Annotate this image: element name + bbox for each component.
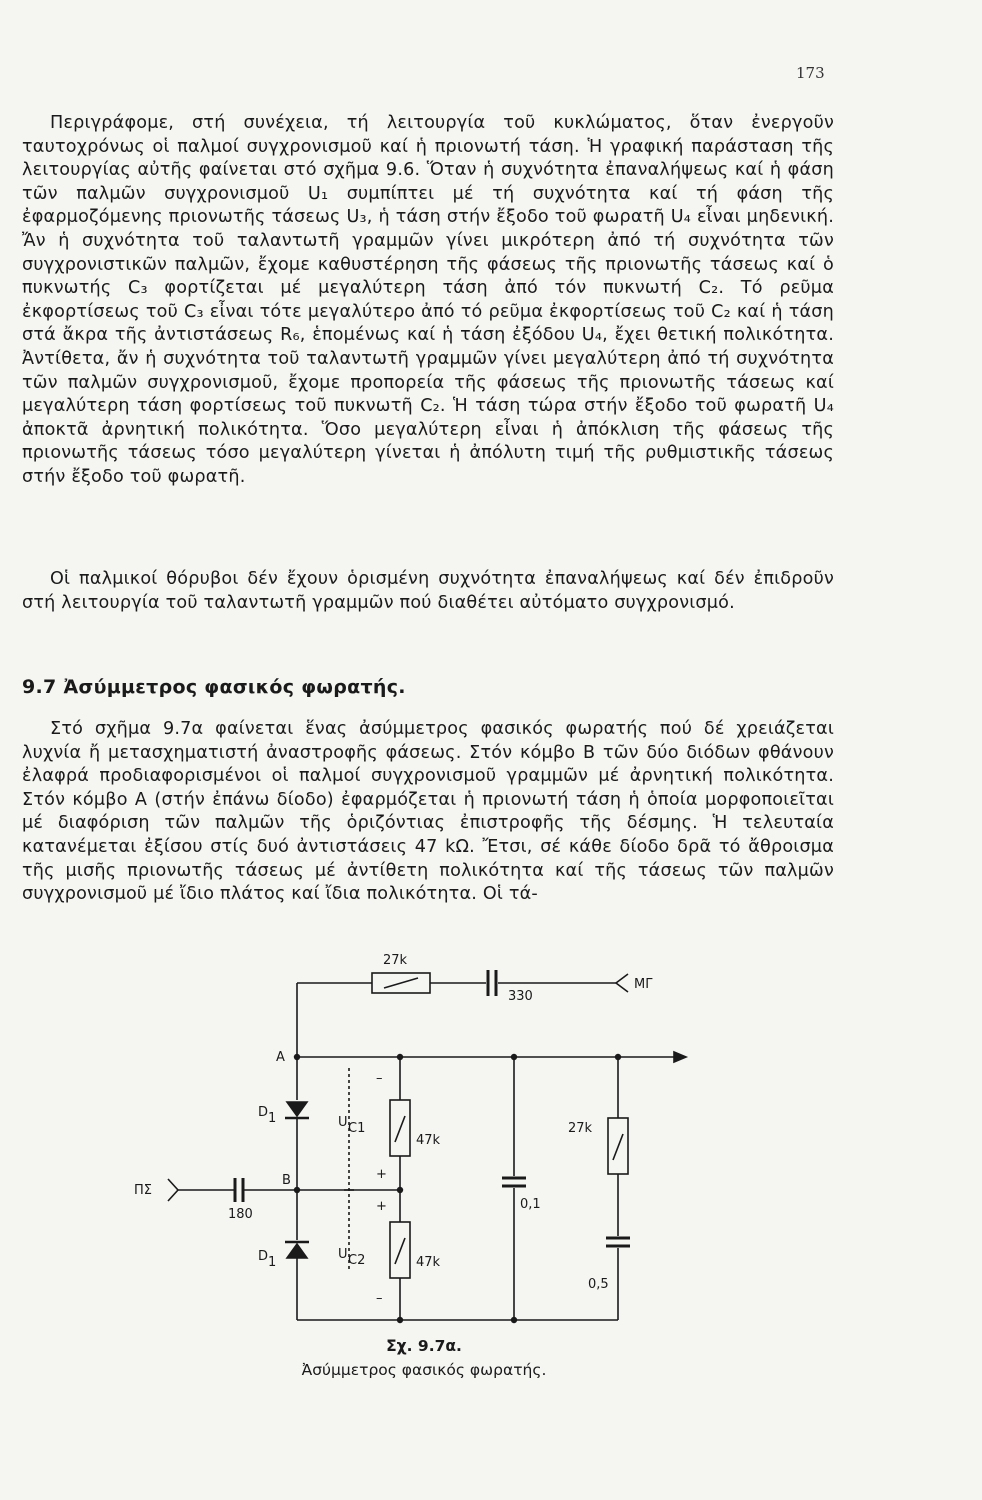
junction-a-r47: [397, 1054, 403, 1060]
output-arrow: [674, 1052, 686, 1062]
label-node-a: A: [276, 1050, 285, 1065]
label-ps: ΠΣ: [134, 1183, 152, 1198]
resistor-47k-bottom-slash: [395, 1238, 405, 1264]
figure-caption-subtitle: Ἀσύμμετρος φασικός φωρατής.: [301, 1361, 547, 1379]
resistor-47k-top-slash: [395, 1116, 405, 1142]
paragraph-2: [22, 568, 834, 615]
junction-a-r27: [615, 1054, 621, 1060]
paragraph-2-text: Οἱ παλμικοί θόρυβοι δέν ἔχουν ὁρισμένη συχνότητα ἐπαναλήψεως καί δέν ἐπιδροῦν στή λειτουργία τοῦ ταλαντωτῆ γραμμῶν πού διαθέτει αὐτόματο συγχρονισμό.: [22, 569, 834, 613]
label-c-top: 330: [508, 989, 533, 1004]
junction-a-c01: [511, 1054, 517, 1060]
section-heading: 9.7 Ἀσύμμετρος φασικός φωρατής.: [22, 676, 406, 698]
junction-b: [294, 1187, 300, 1193]
page-number: 173: [796, 64, 825, 82]
label-r-top: 27k: [383, 953, 408, 968]
figure-caption-title: Σχ. 9.7α.: [386, 1337, 462, 1355]
label-d1-top: D: [258, 1105, 269, 1120]
label-d1-bottom-sub: 1: [268, 1255, 277, 1270]
label-d1-bottom: D: [258, 1249, 269, 1264]
label-mg: ΜΓ: [634, 977, 653, 992]
label-c05: 0,5: [588, 1277, 609, 1292]
label-uc2: U: [338, 1247, 348, 1262]
circuit-diagram: [0, 940, 982, 1340]
paragraph-1-text: Περιγράφομε, στή συνέχεια, τή λειτουργία τοῦ κυκλώματος, ὅταν ἐνεργοῦν ταυτοχρόνως οἱ παλμοί συγχρονισμοῦ καί ἡ πριονωτή τάση. Ἡ γραφική παράσταση τῆς λειτουργίας αὐτῆς φαίνεται στό σχῆμα 9.6. Ὅταν ἡ συχνότητα ἐπαναλήψεως καί ἡ φάση τῶν παλμῶν συγχρονισμοῦ U₁ συμπίπτει μέ τή συχνότητα καί τή φάση τῆς ἐφαρμοζόμενης πριονωτῆς τάσεως U₃, ἡ τάση στήν ἔξοδο τοῦ φωρατῆ U₄ εἶναι μηδενική. Ἄν ἡ συχνότητα τοῦ ταλαντωτῆ γραμμῶν γίνει μικρότερη ἀπό τή συχνότητα τῶν συγχρονιστικῶν παλμῶν, ἔχομε καθυστέρηση τῆς φάσεως τῆς πριονωτῆς τάσεως καί ὁ πυκνωτής C₃ φορτίζεται μέ μεγαλύτερη τάση ἀπό τόν πυκνωτή C₂. Τό ρεῦμα ἐκφορτίσεως τοῦ C₃ εἶναι τότε μεγαλύτερο ἀπό τό ρεῦμα ἐκφορτίσεως τοῦ C₂ καί ἡ τάση στά ἄκρα τῆς ἀντιστάσεως R₆, ἑπομένως καί ἡ τάση ἐξόδου U₄, ἔχει θετική πολικότητα. Ἀντίθετα, ἄν ἡ συχνότητα τοῦ ταλαντωτῆ γραμμῶν γίνει μεγαλύτερη ἀπό τή συχνότητα τῶν παλμῶν συγχρονισμοῦ, ἔχομε προπορεία τῆς φάσεως τῆς πριονωτῆς τάσεως καί μεγαλύτερη τάση φορτίσεως τοῦ πυκνωτῆ C₂. Ἡ τάση τώρα στήν ἔξοδο τοῦ φωρατῆ U₄ ἀποκτᾶ ἀρνητική πολικότητα. Ὅσο μεγαλύτερη εἶναι ἡ ἀπόκλιση τῆς φάσεως τῆς πριονωτῆς τάσεως τόσο μεγαλύτερη γίνεται ἡ ἀπόλυτη τιμή τῆς ρυθμιστικῆς τάσεως στήν ἔξοδο τοῦ φωρατῆ.: [22, 113, 834, 487]
paragraph-3: [22, 718, 834, 907]
junction-b-r47: [397, 1187, 403, 1193]
label-c01: 0,1: [520, 1197, 541, 1212]
paragraph-1: [22, 112, 834, 490]
label-minus-top: –: [376, 1071, 383, 1086]
label-plus-2: +: [376, 1199, 387, 1214]
junction-a: [294, 1054, 300, 1060]
label-d1-top-sub: 1: [268, 1111, 277, 1126]
label-plus-1: +: [376, 1167, 387, 1182]
label-node-b: B: [282, 1173, 291, 1188]
label-uc1: U: [338, 1115, 348, 1130]
resistor-27k-right-slash: [613, 1134, 623, 1160]
mg-input-arrow: [616, 974, 628, 992]
ps-input-arrow: [168, 1179, 178, 1201]
label-uc2-sub: C2: [348, 1253, 366, 1268]
diode-d1-bottom-body: [287, 1244, 307, 1258]
resistor-27k-top-slash: [384, 978, 418, 988]
diode-d1-top-body: [287, 1102, 307, 1116]
label-c180: 180: [228, 1207, 253, 1222]
label-minus-bottom: –: [376, 1291, 383, 1306]
label-r47-bottom: 47k: [416, 1255, 441, 1270]
junction-ground-r47: [397, 1317, 403, 1323]
label-r27-right: 27k: [568, 1121, 593, 1136]
label-r47-top: 47k: [416, 1133, 441, 1148]
junction-ground-c01: [511, 1317, 517, 1323]
label-uc1-sub: C1: [348, 1121, 366, 1136]
paragraph-3-text: Στό σχῆμα 9.7α φαίνεται ἕνας ἀσύμμετρος φασικός φωρατής πού δέ χρειάζεται λυχνία ἤ μετασχηματιστή ἀναστροφῆς φάσεως. Στόν κόμβο Β τῶν δύο διόδων φθάνουν ἐλαφρά προδιαφορισμένοι οἱ παλμοί συγχρονισμοῦ γραμμῶν μέ ἀρνητική πολικότητα. Στόν κόμβο Α (στήν ἐπάνω δίοδο) ἐφαρμόζεται ἡ πριονωτή τάση ἡ ὁποία μορφοποιεῖται μέ διαφόριση τῶν παλμῶν τῆς ὁριζόντιας ἐπιστροφῆς τῆς δέσμης. Ἡ τελευταία κατανέμεται ἐξίσου στίς δυό ἀντιστάσεις 47 kΩ. Ἔτσι, σέ κάθε δίοδο δρᾶ τό ἄθροισμα τῆς μισῆς πριονωτῆς τάσεως μέ ἀντίθετη πολικότητα καί τῆς τάσεως τῶν παλμῶν συγχρονισμοῦ μέ ἴδιο πλάτος καί ἴδια πολικότητα. Οἱ τά-: [22, 719, 834, 905]
